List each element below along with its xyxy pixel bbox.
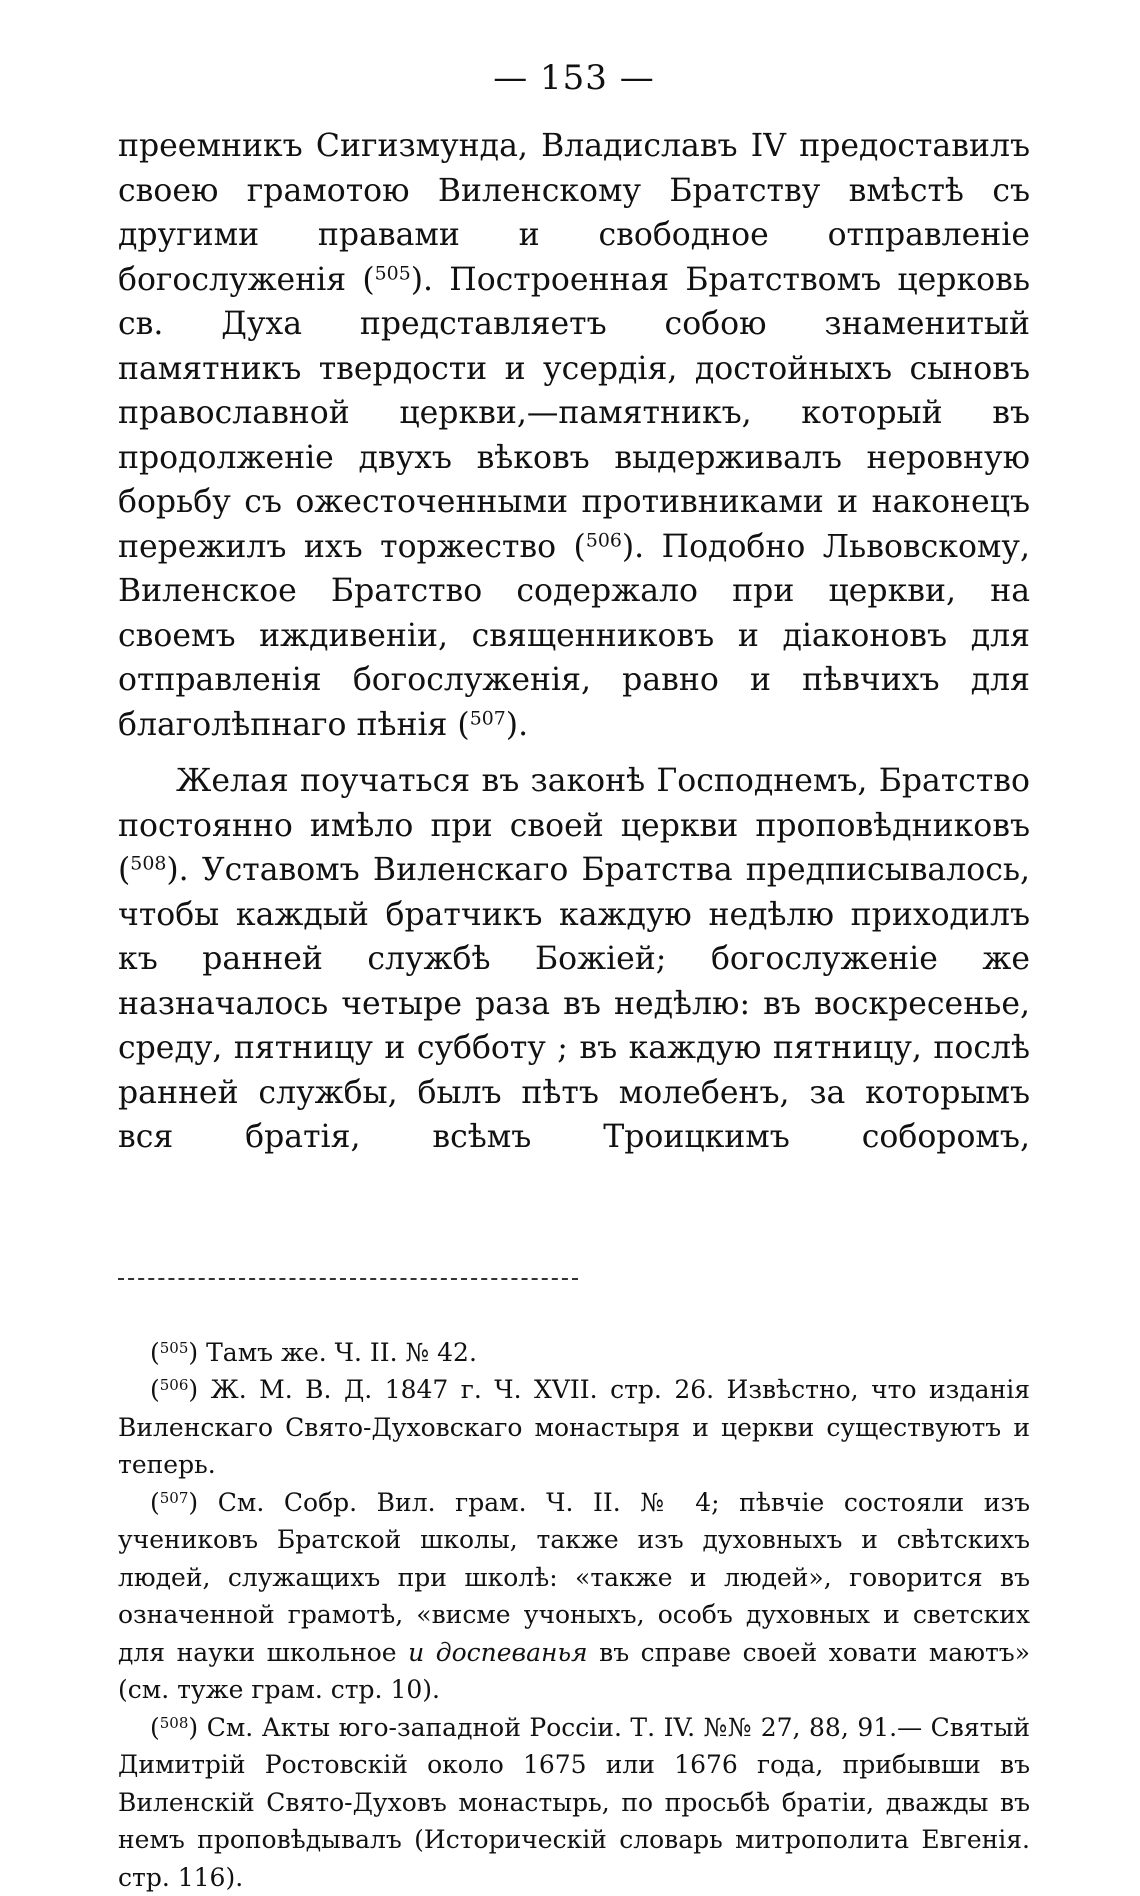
paragraph-1-text-b: ). Построенная Братствомъ церковь св. Духа представляетъ собою знаменитый памятникъ твердости и усердія, достойныхъ сыновъ православной церкви,—памятникъ, который въ продолженіе двухъ вѣковъ выдерживалъ неровную борьбу съ ожесточенными противниками и наконецъ пережилъ ихъ торжество ( — [118, 262, 1030, 565]
footnote-506-marker: 506 — [160, 1376, 189, 1394]
footnote-507-italic: и доспеванья — [408, 1638, 588, 1667]
footnote-505-marker: 505 — [160, 1338, 189, 1356]
footnote-ref-507: 507 — [470, 707, 506, 729]
footnotes — [118, 1334, 1030, 1896]
footnote-507-text-a: См. Собр. Вил. грам. Ч. II. № 4; пѣвчіе состояли изъ учениковъ Братской школы, также изъ духовныхъ и свѣтскихъ людей, служащихъ при школѣ: «также и людей», говорится въ означенной грамотѣ, «висме учоныхъ, особъ духовных и светских для науки школьное — [118, 1488, 1030, 1667]
footnote-505: ($^{505}$) Тамъ же. Ч. II. № 42. — [118, 1334, 1030, 1372]
footnote-508-text: См. Акты юго-западной Россіи. Т. IV. №№ 27, 88, 91.— Святый Димитрій Ростовскій около 1675 или 1676 года, прибывши въ Виленскій Свято-Духовъ монастырь, по просьбѣ братіи, дважды въ немъ проповѣдывалъ (Историческій словарь митрополита Евгенія. стр. 116). — [118, 1713, 1030, 1892]
footnote-separator — [118, 1278, 578, 1280]
footnote-507-marker: 507 — [160, 1488, 189, 1506]
footnote-507-text-b: въ справе своей ховати маютъ» (см. туже грам. стр. 10). — [118, 1638, 1030, 1705]
footnote-ref-505: 505 — [375, 262, 411, 284]
footnote-ref-506: 506 — [586, 529, 622, 551]
paragraph-1-text-a: преемникъ Сигизмунда, Владиславъ IV предоставилъ своею грамотою Виленскому Братству вмѣстѣ съ другими правами и свободное отправленіе богослуженія ( — [118, 128, 1030, 298]
paragraph-1-text-c: ). Подобно Львовскому, Виленское Братство содержало при церкви, на своемъ иждивеніи, священниковъ и діаконовъ для отправленія богослуженія, равно и пѣвчихъ для благолѣпнаго пѣнія ( — [118, 529, 1030, 743]
footnote-506-text: Ж. М. В. Д. 1847 г. Ч. XVII. стр. 26. Извѣстно, что изданія Виленскаго Свято-Духовскаго монастыря и церкви существуютъ и теперь. — [118, 1375, 1030, 1479]
footnote-505-text: Тамъ же. Ч. II. № 42. — [206, 1338, 477, 1367]
paragraph-1-text-d: ). — [506, 707, 528, 743]
main-text — [118, 124, 1030, 1160]
footnote-508-marker: 508 — [160, 1713, 189, 1731]
footnote-ref-508: 508 — [130, 853, 166, 875]
paragraph-1 — [118, 124, 1030, 747]
page-number: — 153 — — [118, 58, 1030, 98]
paragraph-2 — [118, 759, 1030, 1160]
paragraph-2-text-b: ). Уставомъ Виленскаго Братства предписывалось, чтобы каждый братчикъ каждую недѣлю приходилъ къ ранней службѣ Божіей; богослуженіе же назначалось четыре раза въ недѣлю: въ воскресенье, среду, пятницу и субботу ; въ каждую пятницу, послѣ ранней службы, былъ пѣтъ молебенъ, за которымъ вся братія, всѣмъ Троицкимъ соборомъ, — [118, 852, 1030, 1155]
footnote-507: ($^{507}$) См. Собр. Вил. грам. Ч. II. № 4; пѣвчіе состояли изъ учениковъ Братской школы, также изъ духовныхъ и свѣтскихъ людей, служащихъ при школѣ: «также и людей», говорится въ означенной грамотѣ, «висме учоныхъ, особъ духовных и светских для науки школьное и доспеванья въ справе своей ховати маютъ» (см. туже грам. стр. 10). — [118, 1484, 1030, 1709]
footnote-506: ($^{506}$) Ж. М. В. Д. 1847 г. Ч. XVII. стр. 26. Извѣстно, что изданія Виленскаго Свято-Духовскаго монастыря и церкви существуютъ и теперь. — [118, 1371, 1030, 1484]
footnote-508: ($^{508}$) См. Акты юго-западной Россіи. Т. IV. №№ 27, 88, 91.— Святый Димитрій Ростовскій около 1675 или 1676 года, прибывши въ Виленскій Свято-Духовъ монастырь, по просьбѣ братіи, дважды въ немъ проповѣдывалъ (Историческій словарь митрополита Евгенія. стр. 116). — [118, 1709, 1030, 1896]
book-page — [118, 58, 1030, 1896]
paragraph-2-text-a: Желая поучаться въ законѣ Господнемъ, Братство постоянно имѣло при своей церкви проповѣдниковъ ( — [118, 763, 1030, 888]
